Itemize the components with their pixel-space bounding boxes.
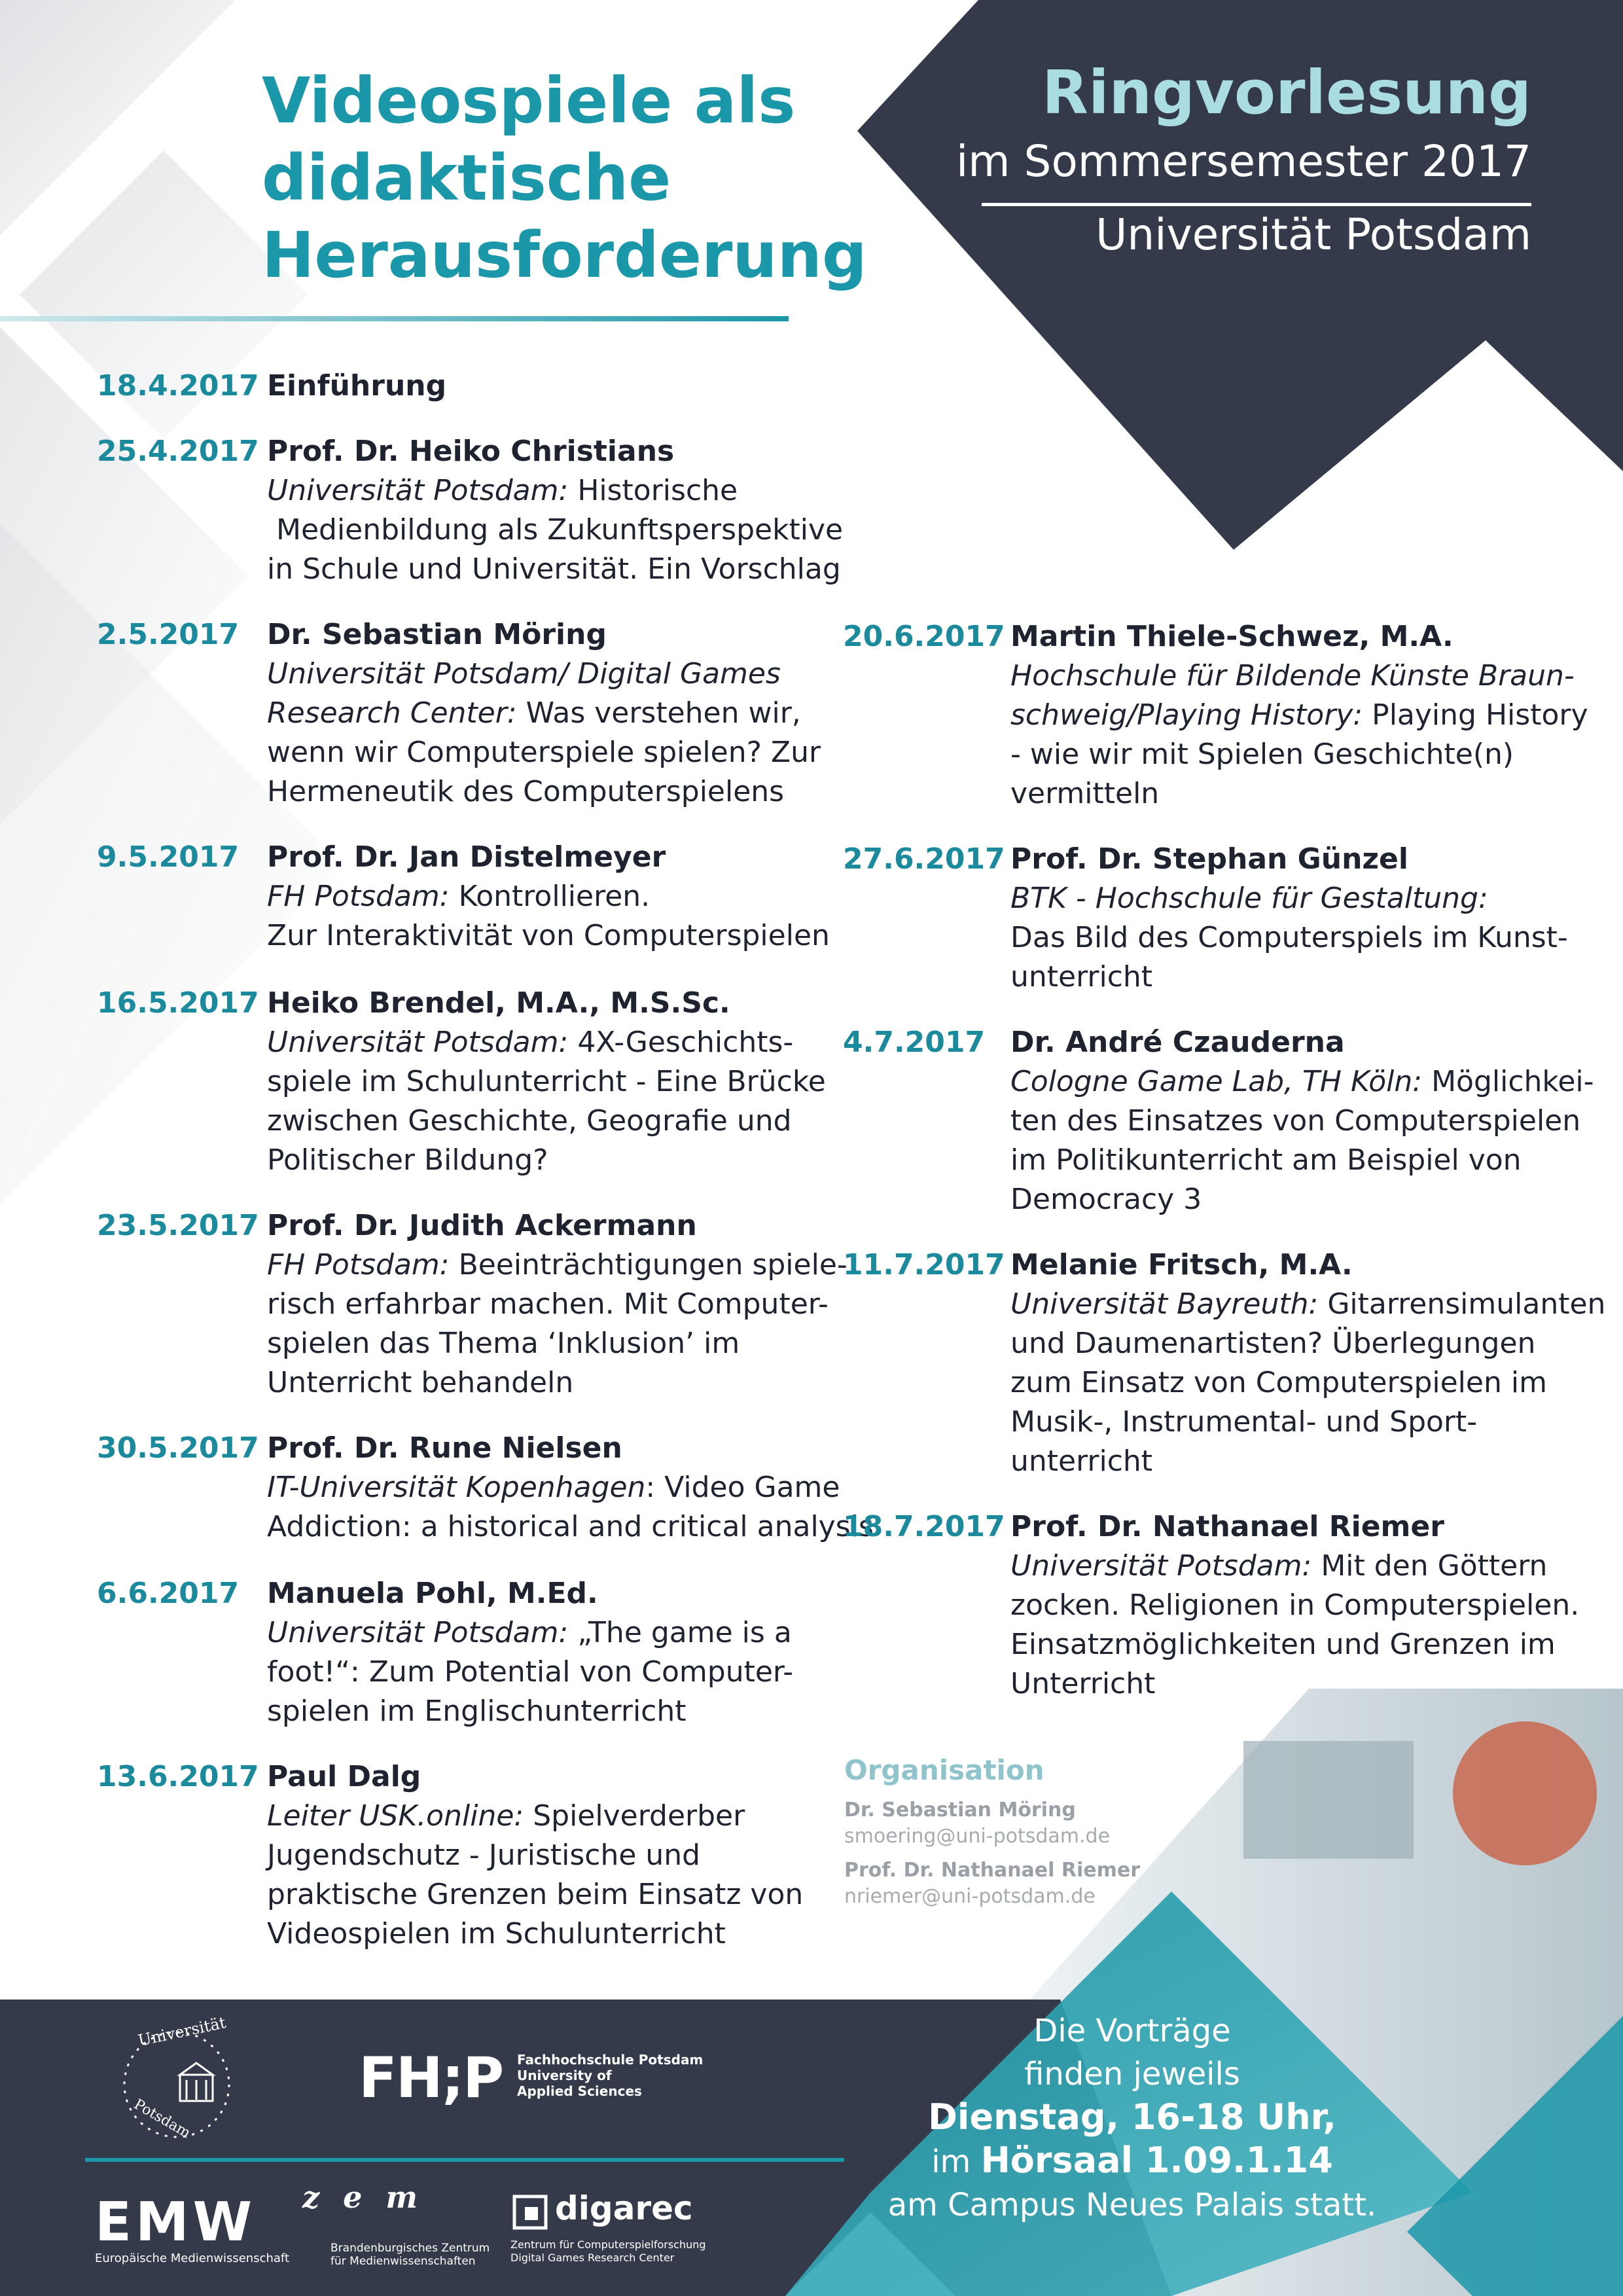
lecture-institution: Hochschule für Bildende Künste Braun- bbox=[1010, 659, 1575, 692]
organiser-email[interactable]: smoering@uni-potsdam.de bbox=[844, 1825, 1111, 1848]
lecture-title-text: Democracy 3 bbox=[1010, 1183, 1202, 1216]
lecture-description-line bbox=[1010, 1363, 1605, 1403]
lecture-description bbox=[267, 1613, 793, 1731]
lecture-description bbox=[267, 877, 830, 956]
lecture-title-text: unterricht bbox=[1010, 1444, 1153, 1478]
lecture-speaker: Prof. Dr. Rune Nielsen bbox=[267, 1431, 622, 1465]
lecture-description-line bbox=[267, 1653, 793, 1692]
lecture-description-line bbox=[267, 916, 830, 956]
lecture-description bbox=[1010, 656, 1588, 814]
organisation-heading: Organisation bbox=[844, 1754, 1044, 1786]
lecture-title-text: praktische Grenzen beim Einsatz von bbox=[267, 1878, 804, 1911]
series-name: Ringvorlesung bbox=[1042, 58, 1531, 128]
lecture-date: 13.6.2017 bbox=[97, 1760, 259, 1793]
lecture-title-text: Medienbildung als Zukunftsperspektive bbox=[267, 513, 844, 547]
main-title-line: Videospiele als bbox=[262, 64, 796, 137]
fhp-logo-mark: FH;P bbox=[359, 2045, 503, 2111]
lecture-institution: Universität Potsdam: bbox=[1010, 1549, 1312, 1583]
lecture-title-text: und Daumenartisten? Überlegungen bbox=[1010, 1327, 1536, 1360]
lecture-date: 9.5.2017 bbox=[97, 840, 240, 874]
lecture-description-line bbox=[1010, 958, 1568, 997]
lecture-title-text: spielen das Thema ‘Inklusion’ im bbox=[267, 1327, 740, 1360]
lecture-title-text: in Schule und Universität. Ein Vorschlag bbox=[267, 552, 841, 586]
lecture-institution: FH Potsdam: bbox=[267, 880, 450, 913]
photo-figure-head bbox=[1453, 1721, 1597, 1865]
lecture-description-line bbox=[1010, 1586, 1579, 1625]
title-underline bbox=[0, 316, 789, 321]
lecture-description bbox=[1010, 1285, 1605, 1481]
lecture-title-text: Was verstehen wir, bbox=[516, 696, 801, 730]
lecture-description-line bbox=[267, 877, 830, 916]
lecture-title-text: Zur Interaktivität von Computerspielen bbox=[267, 919, 830, 952]
digarec-logo-line: Digital Games Research Center bbox=[510, 2251, 675, 2264]
lecture-speaker: Einführung bbox=[267, 369, 447, 403]
lecture-date: 23.5.2017 bbox=[97, 1209, 259, 1242]
lecture-speaker: Dr. André Czauderna bbox=[1010, 1026, 1345, 1059]
series-divider bbox=[982, 203, 1531, 206]
fhp-logo-line: Fachhochschule Potsdam bbox=[517, 2052, 704, 2068]
lecture-date: 20.6.2017 bbox=[843, 620, 1005, 653]
lecture-title-text: risch erfahrbar machen. Mit Computer- bbox=[267, 1287, 829, 1321]
fhp-logo-line: Applied Sciences bbox=[517, 2083, 642, 2099]
lecture-description bbox=[267, 1246, 847, 1403]
lecture-description-line bbox=[267, 1836, 803, 1875]
organiser-name: Dr. Sebastian Möring bbox=[844, 1799, 1076, 1821]
lecture-title-text: Historische bbox=[568, 474, 738, 507]
lecture-title-text: Kontrollieren. bbox=[449, 880, 651, 913]
lecture-description-line bbox=[267, 1797, 803, 1836]
lecture-title-text: spielen im Englischunterricht bbox=[267, 1695, 687, 1728]
lecture-title-text: zwischen Geschichte, Geografie und bbox=[267, 1104, 792, 1138]
lecture-title-text: Das Bild des Computerspiels im Kunst- bbox=[1010, 921, 1568, 954]
lecture-description-line bbox=[267, 1324, 847, 1363]
lecture-title-text: Hermeneutik des Computerspielens bbox=[267, 775, 785, 808]
lecture-title-text: Spielverderber bbox=[524, 1799, 745, 1833]
main-title-line: Herausforderung bbox=[262, 219, 867, 292]
lecture-title-text: wenn wir Computerspiele spielen? Zur bbox=[267, 736, 821, 769]
lecture-description-line bbox=[1010, 1442, 1605, 1481]
main-title bbox=[262, 62, 867, 294]
lecture-description-line bbox=[1010, 1285, 1605, 1324]
lecture-institution: Research Center: bbox=[267, 696, 517, 730]
lecture-institution: Cologne Game Lab, TH Köln: bbox=[1010, 1065, 1423, 1098]
lecture-description-line bbox=[1010, 696, 1588, 735]
lecture-description-line bbox=[1010, 1403, 1605, 1442]
lecture-institution: Leiter USK.online: bbox=[267, 1799, 524, 1833]
lecture-description-line bbox=[267, 1613, 793, 1653]
lecture-description-line bbox=[267, 1692, 793, 1731]
photo-screen bbox=[1243, 1741, 1414, 1859]
notice-room: Hörsaal 1.09.1.14 bbox=[980, 2140, 1333, 2181]
lecture-title-text: vermitteln bbox=[1010, 777, 1160, 810]
series-university: Universität Potsdam bbox=[1096, 209, 1531, 260]
digarec-logo-sub bbox=[510, 2238, 706, 2265]
zem-logo-line: Brandenburgisches Zentrum bbox=[330, 2242, 490, 2255]
lecture-title-text: Addiction: a historical and critical analysis bbox=[267, 1510, 874, 1543]
lecture-title-text: Einsatzmöglichkeiten und Grenzen im bbox=[1010, 1628, 1556, 1661]
lecture-description bbox=[1010, 1547, 1579, 1704]
lecture-description-line bbox=[267, 1246, 847, 1285]
lecture-description-line bbox=[267, 550, 843, 589]
lecture-speaker: Dr. Sebastian Möring bbox=[267, 618, 607, 651]
lecture-description-line bbox=[267, 1062, 826, 1102]
lecture-date: 2.5.2017 bbox=[97, 618, 240, 651]
lecture-title-text: Gitarrensimulanten bbox=[1318, 1287, 1606, 1321]
series-semester: im Sommersemester 2017 bbox=[955, 136, 1531, 187]
lecture-description-line bbox=[1010, 1547, 1579, 1586]
lecture-description-line bbox=[1010, 1102, 1594, 1141]
lecture-title-text: spiele im Schulunterricht - Eine Brücke bbox=[267, 1065, 826, 1098]
lecture-speaker: Martin Thiele-Schwez, M.A. bbox=[1010, 620, 1454, 653]
fhp-logo-line: University of bbox=[517, 2068, 612, 2083]
lecture-description bbox=[267, 1797, 803, 1954]
lecture-title-text: ten des Einsatzes von Computerspielen bbox=[1010, 1104, 1581, 1138]
emw-logo-sub: Europäische Medienwissenschaft bbox=[95, 2251, 289, 2265]
lecture-description-line bbox=[1010, 1180, 1594, 1219]
lecture-title-text: zocken. Religionen in Computerspielen. bbox=[1010, 1588, 1580, 1622]
lecture-title-text: Musik-, Instrumental- und Sport- bbox=[1010, 1405, 1478, 1439]
lecture-date: 25.4.2017 bbox=[97, 435, 259, 468]
lecture-date: 18.7.2017 bbox=[843, 1510, 1005, 1543]
lecture-institution: IT-Universität Kopenhagen bbox=[267, 1471, 646, 1504]
lecture-description-line bbox=[267, 1875, 803, 1914]
notice-line: finden jeweils bbox=[1024, 2056, 1240, 2092]
zem-logo-sub bbox=[330, 2242, 490, 2268]
lecture-speaker: Prof. Dr. Stephan Günzel bbox=[1010, 842, 1408, 876]
lecture-title-text: - wie wir mit Spielen Geschichte(n) bbox=[1010, 738, 1514, 771]
lecture-date: 6.6.2017 bbox=[97, 1577, 240, 1610]
lecture-title-text: 4X-Geschichts- bbox=[568, 1026, 794, 1059]
lecture-description-line bbox=[267, 1102, 826, 1141]
venue-notice bbox=[870, 2009, 1394, 2227]
lecture-description-line bbox=[1010, 1062, 1594, 1102]
lecture-title-text: Mit den Göttern bbox=[1311, 1549, 1548, 1583]
fhp-logo-text bbox=[517, 2052, 703, 2099]
lecture-institution: Universität Potsdam: bbox=[267, 1026, 569, 1059]
lecture-institution: Universität Potsdam: bbox=[267, 1616, 569, 1649]
lecture-title-text: Jugendschutz - Juristische und bbox=[267, 1839, 701, 1872]
lecture-title-text: „The game is a bbox=[568, 1616, 792, 1649]
lecture-speaker: Paul Dalg bbox=[267, 1760, 421, 1793]
lecture-speaker: Prof. Dr. Judith Ackermann bbox=[267, 1209, 697, 1242]
lecture-description-line bbox=[267, 655, 821, 694]
lecture-speaker: Heiko Brendel, M.A., M.S.Sc. bbox=[267, 986, 730, 1020]
lecture-title-text: foot!“: Zum Potential von Computer- bbox=[267, 1655, 794, 1689]
lecture-description bbox=[267, 471, 843, 589]
emw-logo-mark: EMW bbox=[95, 2191, 257, 2253]
lecture-institution: Universität Potsdam/ Digital Games bbox=[267, 657, 781, 691]
lecture-date: 27.6.2017 bbox=[843, 842, 1005, 876]
lecture-description-line bbox=[1010, 1664, 1579, 1704]
lecture-speaker: Prof. Dr. Heiko Christians bbox=[267, 435, 675, 468]
lecture-description-line bbox=[1010, 1141, 1594, 1180]
lecture-title-text: Unterricht bbox=[1010, 1667, 1156, 1700]
digarec-cube-icon bbox=[510, 2193, 551, 2233]
lecture-description-line bbox=[267, 1023, 826, 1062]
lecture-description bbox=[267, 1468, 874, 1547]
lecture-description-line bbox=[267, 1141, 826, 1180]
lecture-description-line bbox=[267, 471, 843, 511]
lecture-title-text: Beeinträchtigungen spiele- bbox=[449, 1248, 847, 1282]
lecture-description-line bbox=[1010, 656, 1588, 696]
lecture-institution: schweig/Playing History: bbox=[1010, 698, 1363, 732]
lecture-date: 11.7.2017 bbox=[843, 1248, 1005, 1282]
lecture-description-line bbox=[1010, 774, 1588, 814]
footer-rule bbox=[85, 2158, 844, 2162]
lecture-description-line bbox=[1010, 918, 1568, 958]
lecture-description bbox=[1010, 1062, 1594, 1219]
lecture-description-line bbox=[1010, 1324, 1605, 1363]
lecture-speaker: Melanie Fritsch, M.A. bbox=[1010, 1248, 1353, 1282]
lecture-title-text: zum Einsatz von Computerspielen im bbox=[1010, 1366, 1547, 1399]
lecture-institution: Universität Bayreuth: bbox=[1010, 1287, 1319, 1321]
notice-day-time: Dienstag, 16-18 Uhr, bbox=[928, 2096, 1336, 2138]
lecture-description-line bbox=[267, 511, 843, 550]
notice-room-prefix: im bbox=[931, 2144, 981, 2180]
lecture-date: 18.4.2017 bbox=[97, 369, 259, 403]
lecture-description-line bbox=[267, 1468, 874, 1507]
lecture-institution: Universität Potsdam: bbox=[267, 474, 569, 507]
lecture-speaker: Manuela Pohl, M.Ed. bbox=[267, 1577, 598, 1610]
lecture-title-text: Playing History bbox=[1363, 698, 1588, 732]
lecture-title-text: Unterricht behandeln bbox=[267, 1366, 574, 1399]
lecture-date: 16.5.2017 bbox=[97, 986, 259, 1020]
notice-line: Die Vorträge bbox=[1033, 2013, 1231, 2049]
lecture-description-line bbox=[267, 1285, 847, 1324]
lecture-description-line bbox=[267, 1363, 847, 1403]
digarec-logo-line: Zentrum für Computerspielforschung bbox=[510, 2238, 706, 2251]
lecture-date: 4.7.2017 bbox=[843, 1026, 986, 1059]
main-title-line: didaktische bbox=[262, 141, 671, 215]
uni-seal-bottom-text: Potsdam bbox=[131, 2096, 194, 2142]
lecture-title-text: im Politikunterricht am Beispiel von bbox=[1010, 1143, 1522, 1177]
lecture-institution: BTK - Hochschule für Gestaltung: bbox=[1010, 882, 1488, 915]
lecture-title-text: Politischer Bildung? bbox=[267, 1143, 548, 1177]
digarec-logo-mark: digarec bbox=[555, 2189, 693, 2227]
lecture-title-text: Videospielen im Schulunterricht bbox=[267, 1917, 726, 1950]
lecture-description bbox=[267, 655, 821, 812]
zem-logo-mark: z e m bbox=[302, 2179, 425, 2215]
lecture-institution: FH Potsdam: bbox=[267, 1248, 450, 1282]
lecture-description-line bbox=[1010, 1625, 1579, 1664]
zem-logo-line: für Medienwissenschaften bbox=[330, 2255, 476, 2268]
lecture-description bbox=[267, 1023, 826, 1180]
lecture-title-text: Möglichkei- bbox=[1422, 1065, 1594, 1098]
lecture-date: 30.5.2017 bbox=[97, 1431, 259, 1465]
lecture-title-text: unterricht bbox=[1010, 960, 1153, 994]
lecture-description-line bbox=[267, 1507, 874, 1547]
lecture-title-text: : Video Game bbox=[645, 1471, 840, 1504]
organiser-name: Prof. Dr. Nathanael Riemer bbox=[844, 1859, 1141, 1882]
notice-line: am Campus Neues Palais statt. bbox=[887, 2187, 1377, 2223]
lecture-speaker: Prof. Dr. Jan Distelmeyer bbox=[267, 840, 666, 874]
lecture-description-line bbox=[1010, 735, 1588, 774]
lecture-description-line bbox=[267, 694, 821, 733]
lecture-description-line bbox=[267, 1914, 803, 1954]
lecture-description-line bbox=[1010, 879, 1568, 918]
uni-seal-top-text: Universität bbox=[136, 2013, 228, 2050]
lecture-description-line bbox=[267, 772, 821, 812]
lecture-description bbox=[1010, 879, 1568, 997]
organiser-email[interactable]: nriemer@uni-potsdam.de bbox=[844, 1885, 1096, 1908]
lecture-description-line bbox=[267, 733, 821, 772]
lecture-speaker: Prof. Dr. Nathanael Riemer bbox=[1010, 1510, 1444, 1543]
